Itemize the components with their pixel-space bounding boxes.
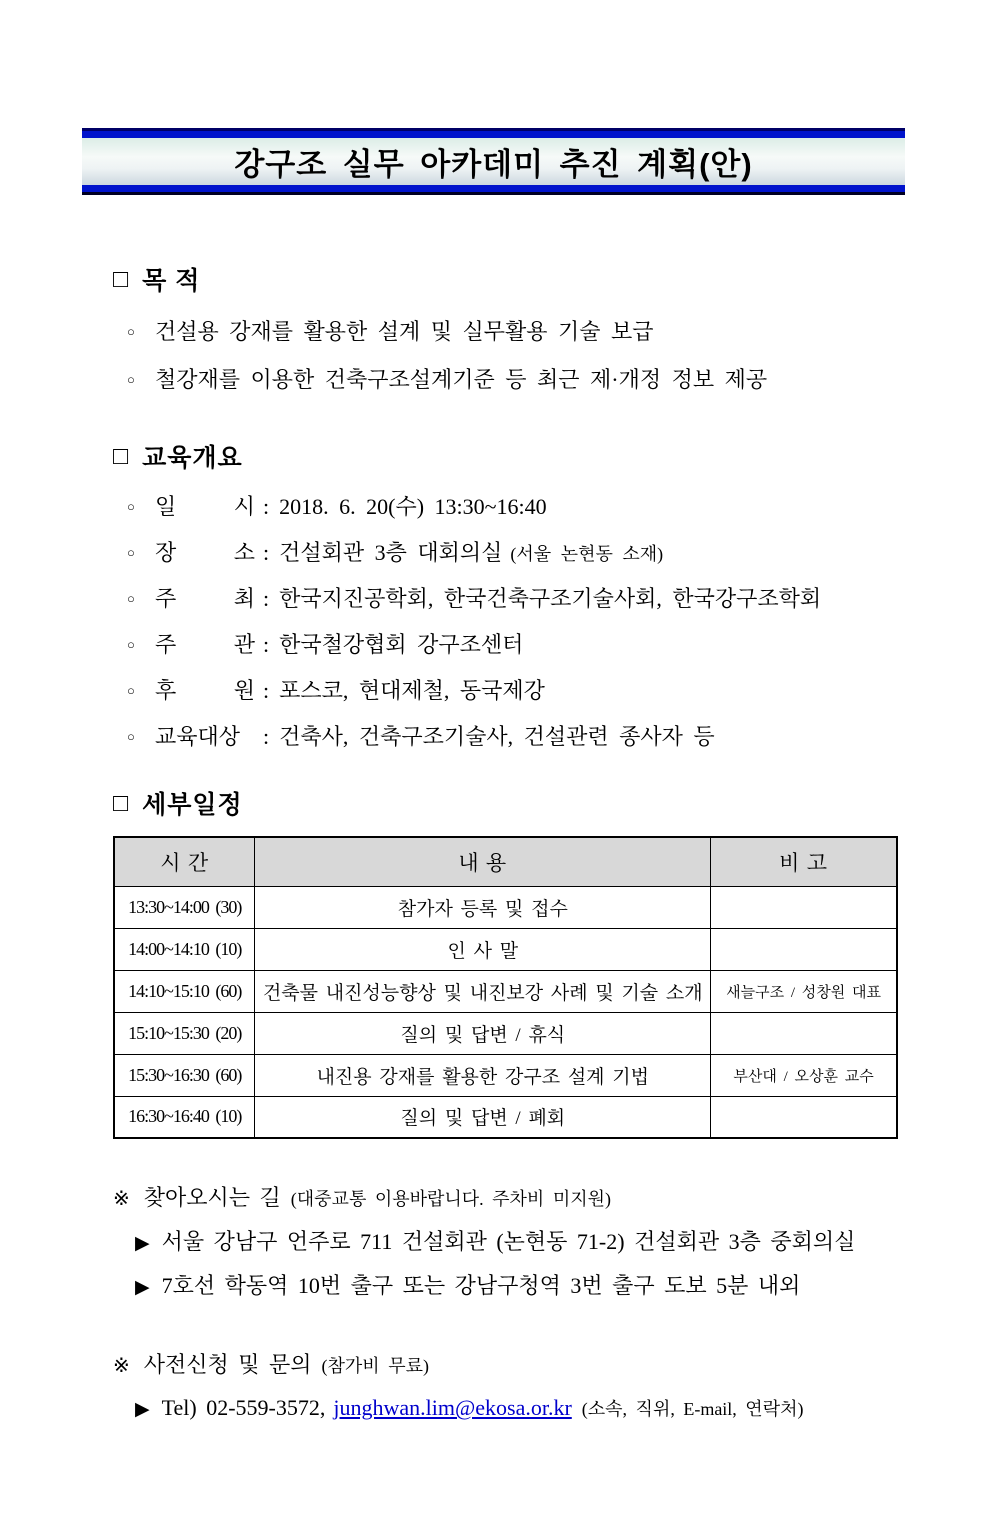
purpose-item-text: 건설용 강재를 활용한 설계 및 실무활용 기술 보급 [155,319,654,344]
circle-bullet-icon: ○ [127,372,135,387]
overview-heading [113,438,992,474]
banner-top-bar [82,128,905,138]
schedule-remark [711,928,897,970]
square-bullet-icon: □ [113,441,130,470]
overview-label: 일 시 [155,494,255,519]
overview-value: 2018. 6. 20(수) 13:30~16:40 [279,494,547,519]
schedule-remark [711,886,897,928]
contact-email-link[interactable]: junghwan.lim@ekosa.or.kr [333,1395,572,1420]
col-header-time: 시 간 [114,837,255,886]
directions-item-text: 서울 강남구 언주로 711 건설회관 (논현동 71-2) 건설회관 3층 중회의실 [161,1229,856,1254]
reference-mark-icon: ※ [113,1355,130,1377]
schedule-content: 질의 및 답변 / 휴식 [255,1012,711,1054]
label-colon: : [263,494,270,519]
schedule-heading [113,785,992,821]
page-title: 강구조 실무 아카데미 추진 계획(안) [234,147,753,182]
overview-value: 한국철강협회 강구조센터 [279,632,524,657]
circle-bullet-icon: ○ [127,499,135,514]
table-row [114,970,897,1012]
arrow-bullet-icon: ▶ [135,1233,150,1254]
schedule-remark [711,1096,897,1138]
directions-item-address [135,1225,992,1256]
schedule-time: 14:10~15:10 (60) [114,970,255,1012]
overview-value: 포스코, 현대제철, 동국제강 [279,678,545,703]
directions-heading [113,1181,992,1212]
circle-bullet-icon: ○ [127,637,135,652]
schedule-content: 인 사 말 [255,928,711,970]
square-bullet-icon: □ [113,788,130,817]
arrow-bullet-icon: ▶ [135,1399,150,1420]
square-bullet-icon: □ [113,264,130,293]
overview-item-host [127,582,992,613]
schedule-time: 15:10~15:30 (20) [114,1012,255,1054]
directions-heading-note: (대중교통 이용바랍니다. 주차비 미지원) [290,1189,611,1209]
overview-item-datetime [127,490,992,521]
overview-label: 장 소 [155,540,255,565]
purpose-item-text: 철강재를 이용한 건축구조설계기준 등 최근 제·개정 정보 제공 [155,367,768,392]
overview-label: 주 관 [155,632,255,657]
contact-line [135,1395,992,1421]
col-header-content: 내 용 [255,837,711,886]
directions-item-text: 7호선 학동역 10번 출구 또는 강남구청역 3번 출구 도보 5분 내외 [161,1273,801,1298]
table-row [114,1096,897,1138]
schedule-time: 16:30~16:40 (10) [114,1096,255,1138]
banner-bottom-bar [82,185,905,195]
label-colon: : [263,540,270,565]
apply-heading [113,1348,992,1379]
purpose-item [127,363,992,394]
document-page [0,128,992,1531]
overview-item-place [127,536,992,567]
overview-value-note: (서울 논현동 소재) [510,544,664,564]
table-row [114,1054,897,1096]
schedule-remark: 부산대 / 오상훈 교수 [711,1054,897,1096]
overview-value: 건설회관 3층 대회의실 [279,540,503,565]
circle-bullet-icon: ○ [127,729,135,744]
table-row [114,886,897,928]
directions-item-subway [135,1269,992,1300]
overview-heading-label: 교육개요 [142,444,243,472]
overview-label: 주 최 [155,586,255,611]
apply-heading-label: 사전신청 및 문의 [143,1352,312,1377]
contact-tel: Tel) 02-559-3572, [161,1395,326,1420]
schedule-remark: 새늘구조 / 성창원 대표 [711,970,897,1012]
schedule-table [113,836,898,1139]
overview-label: 후 원 [155,678,255,703]
circle-bullet-icon: ○ [127,545,135,560]
overview-value: 한국지진공학회, 한국건축구조기술사회, 한국강구조학회 [279,586,822,611]
schedule-content: 내진용 강재를 활용한 강구조 설계 기법 [255,1054,711,1096]
overview-value: 건축사, 건축구조기술사, 건설관련 종사자 등 [279,724,715,749]
schedule-time: 13:30~14:00 (30) [114,886,255,928]
overview-item-audience [127,720,992,751]
label-colon: : [263,632,270,657]
label-colon: : [263,678,270,703]
title-banner [82,128,905,195]
table-row [114,1012,897,1054]
circle-bullet-icon: ○ [127,683,135,698]
purpose-heading [113,261,992,297]
label-colon: : [263,724,270,749]
schedule-header-row [114,837,897,886]
schedule-remark [711,1012,897,1054]
purpose-item [127,315,992,346]
schedule-heading-label: 세부일정 [142,791,243,819]
apply-heading-note: (참가비 무료) [321,1356,429,1376]
schedule-time: 15:30~16:30 (60) [114,1054,255,1096]
banner-body [82,138,905,185]
overview-items [0,490,992,751]
circle-bullet-icon: ○ [127,591,135,606]
label-colon: : [263,586,270,611]
overview-item-organizer [127,628,992,659]
overview-item-sponsor [127,674,992,705]
schedule-content: 질의 및 답변 / 폐회 [255,1096,711,1138]
schedule-content: 참가자 등록 및 접수 [255,886,711,928]
col-header-remark: 비 고 [711,837,897,886]
purpose-heading-label: 목 적 [142,267,201,295]
contact-required-info: (소속, 직위, E-mail, 연락처) [581,1399,804,1419]
table-row [114,928,897,970]
reference-mark-icon: ※ [113,1188,130,1210]
purpose-items [0,315,992,394]
schedule-time: 14:00~14:10 (10) [114,928,255,970]
arrow-bullet-icon: ▶ [135,1277,150,1298]
circle-bullet-icon: ○ [127,324,135,339]
overview-label: 교육대상 [155,724,241,749]
schedule-content: 건축물 내진성능향상 및 내진보강 사례 및 기술 소개 [255,970,711,1012]
directions-heading-label: 찾아오시는 길 [143,1185,281,1210]
